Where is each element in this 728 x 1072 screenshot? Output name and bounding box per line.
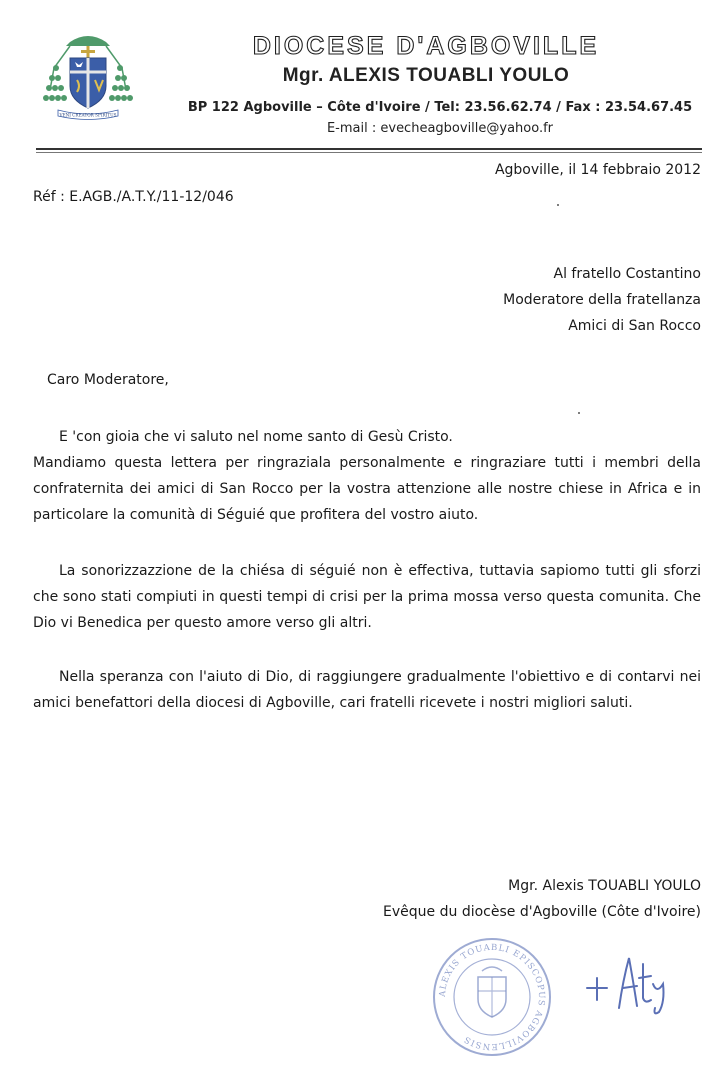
body-paragraph [33, 664, 701, 716]
scan-speck [557, 204, 559, 206]
bishop-name-header: Mgr. ALEXIS TOUABLI YOULO [282, 65, 570, 86]
body-paragraph [33, 450, 701, 528]
diocese-title: DIOCESE D'AGBOVILLE [252, 32, 600, 60]
scan-speck [578, 412, 580, 414]
letter-date: Agboville, il 14 febbraio 2012 [494, 162, 701, 178]
contact-email: E-mail : evecheagboville@yahoo.fr [326, 121, 554, 136]
salutation: Caro Moderatore, [47, 372, 169, 388]
coat-motto: VENI CREATOR SPIRITUS [59, 112, 117, 118]
handwritten-signature [585, 950, 675, 1020]
contact-address: BP 122 Agboville – Côte d'Ivoire / Tel: 23.56.62.74 / Fax : 23.54.67.45 [187, 100, 693, 115]
letter-reference: Réf : E.AGB./A.T.Y./11-12/046 [33, 189, 234, 205]
recipient-line: Al fratello Costantino [553, 266, 701, 282]
header-divider-thin [36, 152, 702, 153]
seal-text: ALEXIS TOUABLI EPISCOPUS AGBOVILLENSIS [437, 942, 547, 1052]
signatory-name: Mgr. Alexis TOUABLI YOULO [508, 878, 701, 894]
body-paragraph [33, 558, 701, 636]
paragraph-text: Nella speranza con l'aiuto di Dio, di raggiungere gradualmente l'obiettivo e di contarvi nei amici benefattori della diocesi di Agboville, cari fratelli ricevete i nostri migliori saluti. [33, 669, 701, 711]
header-divider [36, 148, 702, 150]
paragraph-text: E 'con gioia che vi saluto nel nome santo di Gesù Cristo. [59, 429, 453, 445]
paragraph-text: La sonorizzazzione de la chiésa di séguié non è effectiva, tuttavia sapiomo tutti gli sforzi che sono stati compiuti in questi tempi di crisi per la prima mossa verso questa comunita. Che Dio vi Benedica per questo amore verso gli altri. [33, 563, 701, 631]
signatory-title: Evêque du diocèse d'Agboville (Côte d'Ivoire) [383, 904, 701, 920]
signature-text: + Aty [585, 950, 588, 951]
coat-of-arms-logo [40, 28, 136, 120]
paragraph-text: Mandiamo questa lettera per ringraziala personalmente e ringraziare tutti i membri della confraternita dei amici di San Rocco per la vostra attenzione alle nostre chiese in Africa e in particolare la comunità di Séguié que profitera del vostro aiuto. [33, 455, 701, 523]
body-paragraph [33, 424, 701, 450]
episcopal-seal-stamp [430, 935, 554, 1059]
recipient-line: Amici di San Rocco [568, 318, 701, 334]
recipient-line: Moderatore della fratellanza [503, 292, 701, 308]
